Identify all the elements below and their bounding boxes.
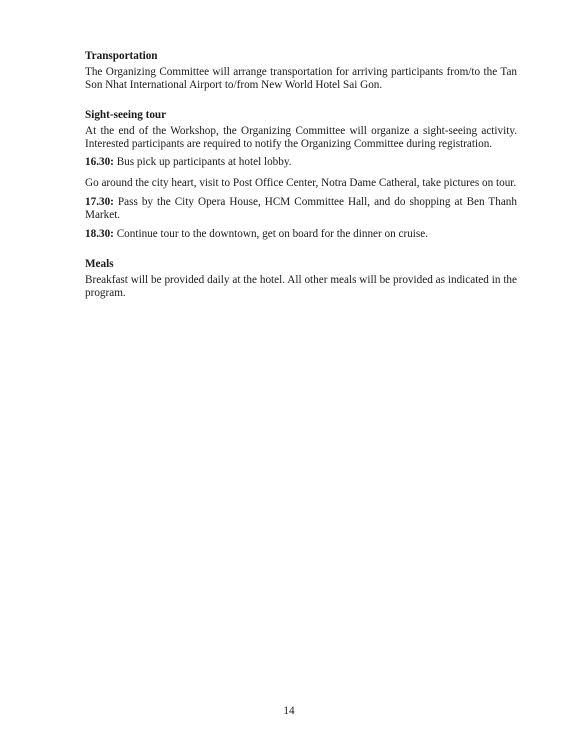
tour-item-3: [85, 228, 517, 241]
section-gap: [85, 92, 517, 109]
tour-item-3-time: 18.30:: [85, 228, 114, 240]
tour-heading: Sight-seeing tour: [85, 109, 167, 121]
transportation-heading: Transportation: [85, 50, 158, 62]
section-gap: [85, 241, 517, 258]
transportation-text: The Organizing Committee will arrange transportation for arriving participants from/to the Tan Son Nhat International Airport to/from New World Hotel Sai Gon.: [85, 66, 517, 91]
tour-intro: At the end of the Workshop, the Organizing Committee will organize a sight-seeing activity. Interested participants are required to notify the Organizing Committee during registration.: [85, 125, 517, 150]
tour-item-2-time: 17.30:: [85, 196, 114, 208]
page-number: 14: [283, 705, 295, 717]
document-page: [85, 50, 517, 300]
tour-item-2: [85, 196, 517, 222]
tour-item-1: [85, 156, 517, 169]
tour-item-1-detail: Go around the city heart, visit to Post Office Center, Notra Dame Catheral, take pictures on tour.: [85, 177, 517, 189]
tour-item-3-text: Continue tour to the downtown, get on board for the dinner on cruise.: [113, 228, 429, 240]
meals-heading: Meals: [85, 258, 114, 270]
tour-item-1-time: 16.30:: [85, 156, 114, 168]
tour-item-2-text: Pass by the City Opera House, HCM Committee Hall, and do shopping at Ben Thanh Market.: [85, 196, 517, 221]
tour-item-1-text: Bus pick up participants at hotel lobby.: [113, 156, 292, 168]
meals-text: Breakfast will be provided daily at the hotel. All other meals will be provided as indicated in the program.: [85, 274, 517, 299]
